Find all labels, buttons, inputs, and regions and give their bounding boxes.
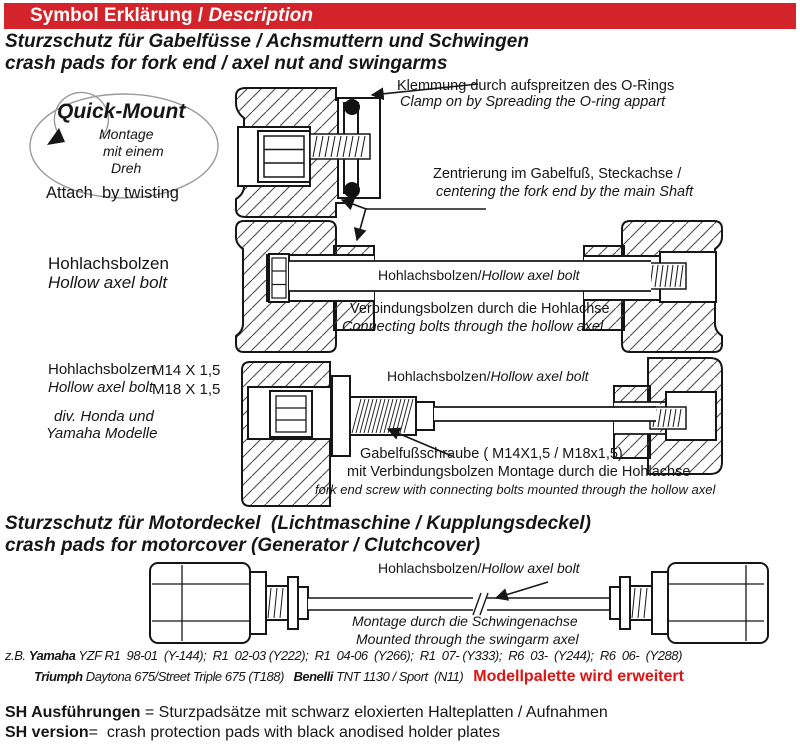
mount-label-de: Montage durch die Schwingenachse <box>352 613 578 629</box>
oring-label-en: Clamp on by Spreading the O-ring appart <box>400 94 666 110</box>
sh-line-de <box>5 704 608 722</box>
centering-arrow-down <box>357 208 366 240</box>
quick-mount-title: Quick-Mount <box>57 100 186 123</box>
connecting-label-en: Connecting bolts through the hollow axel <box>342 319 604 335</box>
section2-heading-de: Sturzschutz für Motordeckel (Lichtmaschine / Kupplungsdeckel) <box>5 513 591 534</box>
header-title-en: Description <box>208 5 313 26</box>
sh-term-en: SH version <box>5 724 89 741</box>
rod4-label-de: Hohlachsbolzen/ <box>378 560 482 576</box>
model-expansion-note: Modellpalette wird erweitert <box>473 668 684 685</box>
centering-arrow-up <box>342 200 366 209</box>
sh-line-en <box>5 724 500 742</box>
nut <box>416 402 434 430</box>
header-separator: / <box>192 5 209 26</box>
screw-thread <box>350 397 416 435</box>
hollow-bolt-label-de: Hohlachsbolzen <box>48 254 169 273</box>
centering-label-de: Zentrierung im Gabelfuß, Steckachse / <box>433 166 682 182</box>
thread-section <box>310 134 370 159</box>
mount-label-en: Mounted through the swingarm axel <box>356 631 579 647</box>
hollow-bolt2-de: Hohlachsbolzen <box>48 361 155 378</box>
triumph-brand: Triumph <box>34 669 83 684</box>
quick-mount-note-2: mit einem <box>103 143 164 159</box>
benelli-models: TNT 1130 / Sport (N11) <box>332 669 464 684</box>
hollow-bolt-label-en: Hollow axel bolt <box>48 273 168 292</box>
thread-hole <box>646 263 686 289</box>
section2-heading-en: crash pads for motorcover (Generator / Clutchcover) <box>5 535 481 556</box>
model-list-line1 <box>5 649 682 664</box>
sh-term-de: SH Ausführungen <box>5 704 141 721</box>
model-list-line2 <box>34 668 684 686</box>
fork-screw-line1: Gabelfußschraube ( M14X1,5 / M18x1,5) <box>360 446 623 462</box>
sh-rest-de: = Sturzpadsätze mit schwarz eloxierten Halteplatten / Aufnahmen <box>140 704 608 721</box>
sh-rest-en: = crash protection pads with black anodised holder plates <box>88 724 500 741</box>
rod-label-en: Hollow axel bolt <box>481 267 580 283</box>
yamaha-models: YZF R1 98-01 (Y-144); R1 02-03 (Y222); R1 04-06 (Y266); R1 07- (Y333); R6 03- (Y244); R6 06- (Y288) <box>75 648 682 663</box>
header-bar <box>4 3 796 29</box>
hollow-bolt2-en: Hollow axel bolt <box>48 379 154 396</box>
rod4-label-en: Hollow axel bolt <box>481 560 580 576</box>
hollow-bolt2-size-en: M18 X 1,5 <box>152 381 221 398</box>
quick-mount-note-1: Montage <box>99 126 154 142</box>
model-prefix: z.B. <box>5 648 29 663</box>
header-title-de: Symbol Erklärung <box>30 5 193 26</box>
hollow-bolt2-size-de: M14 X 1,5 <box>152 362 221 379</box>
rod3-label-de: Hohlachsbolzen/ <box>387 368 491 384</box>
fork-screw-line2: mit Verbindungsbolzen Montage durch die Hohlachse <box>347 464 691 480</box>
rod-label-de: Hohlachsbolzen/ <box>378 267 482 283</box>
fork-screw-line3: fork end screw with connecting bolts mounted through the hollow axel <box>315 482 716 497</box>
benelli-brand: Benelli <box>293 669 333 684</box>
quick-mount-note-3: Dreh <box>111 160 142 176</box>
section1-heading-en: crash pads for fork end / axel nut and swingarms <box>5 53 448 74</box>
twist-arrow-icon <box>47 128 65 145</box>
rod-label <box>378 268 580 284</box>
rod3-label <box>387 369 589 385</box>
oring-label-de: Klemmung durch aufspreitzen des O-Rings <box>397 78 675 94</box>
yamaha-brand: Yamaha <box>28 648 76 663</box>
models-note-1: div. Honda und <box>54 408 154 425</box>
section1-heading-de: Sturzschutz für Gabelfüsse / Achsmuttern und Schwingen <box>5 31 529 52</box>
o-ring-bottom <box>344 182 360 198</box>
triumph-models: Daytona 675/Street Triple 675 (T188) <box>82 669 294 684</box>
rod-label-arrow <box>496 582 548 598</box>
rod4-label <box>378 561 580 577</box>
quick-mount-caption: Attach by twisting <box>46 184 179 202</box>
rod3-label-en: Hollow axel bolt <box>490 368 589 384</box>
connecting-label-de: Verbindungsbolzen durch die Hohlachse <box>350 301 610 317</box>
models-note-2: Yamaha Modelle <box>46 425 158 442</box>
o-ring-top <box>344 99 360 115</box>
centering-label-en: centering the fork end by the main Shaft <box>436 184 694 200</box>
